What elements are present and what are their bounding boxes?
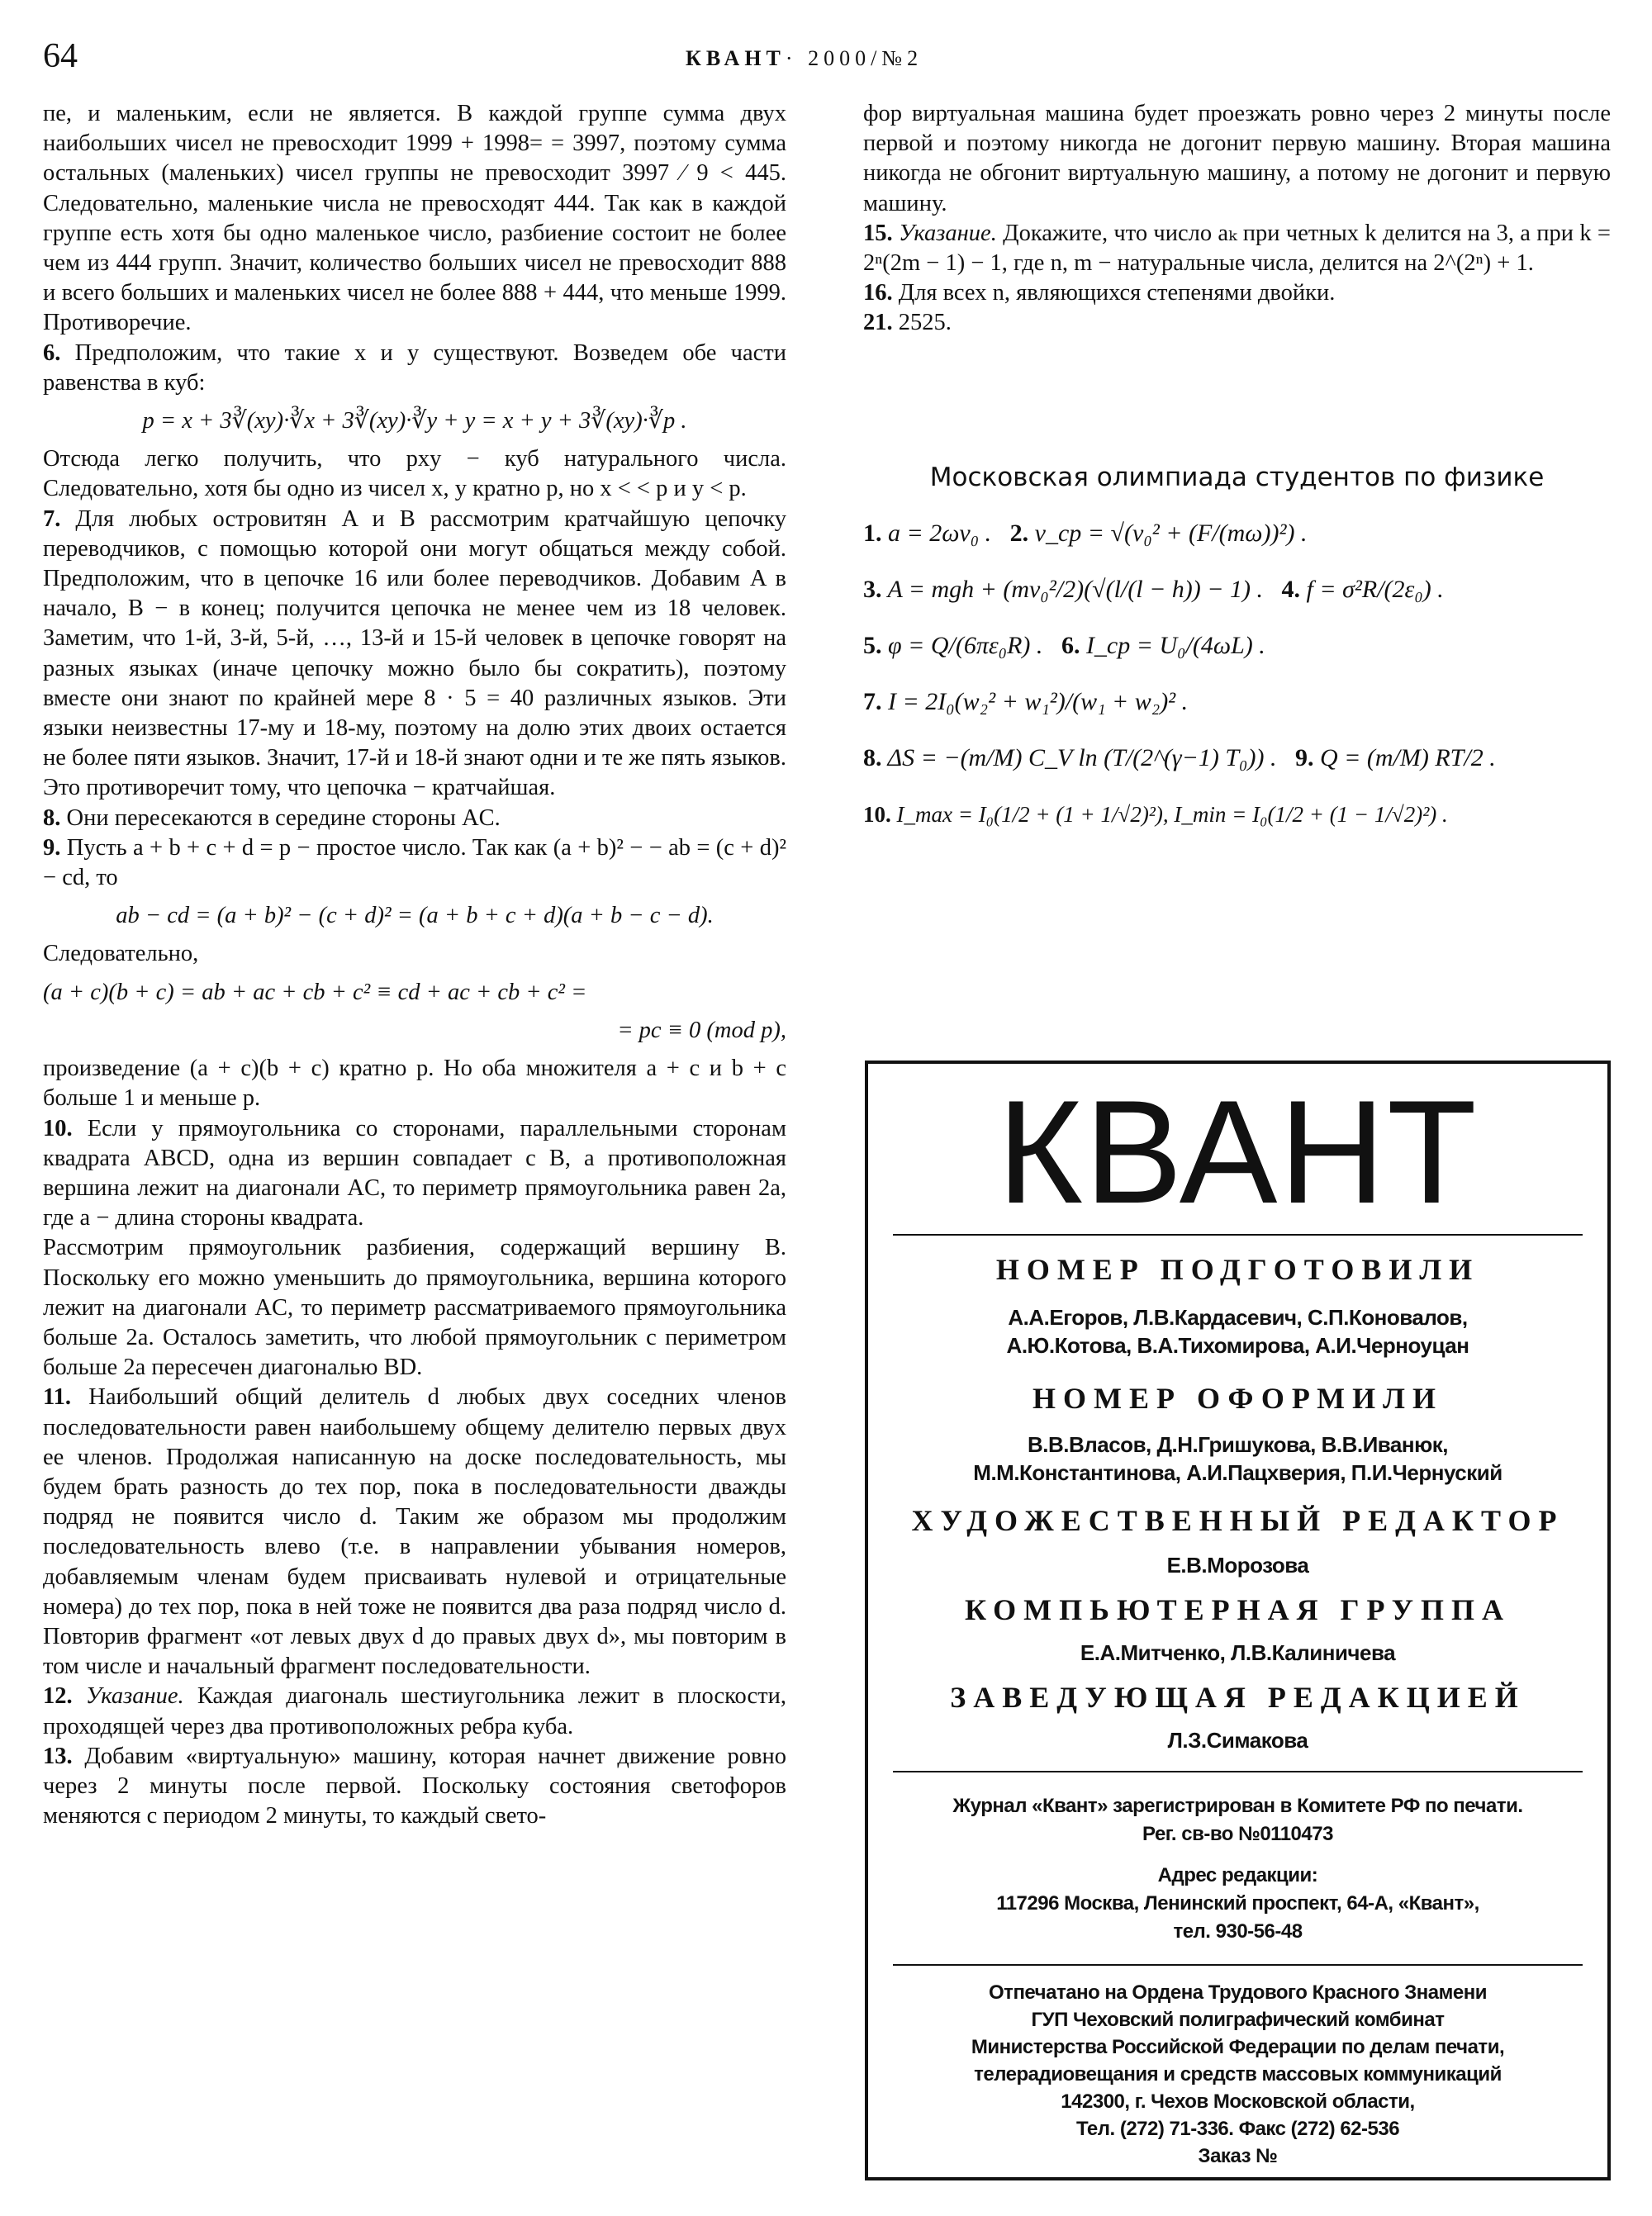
answer-text: Они пересекаются в середине стороны AC. (66, 804, 501, 831)
answer-8 (43, 804, 786, 833)
answer-10-continued: Рассмотрим прямоугольник разбиения, содержащий вершину B. Поскольку его можно уменьшить до прямоугольника, вершина которого лежит на диагонали AC, то периметр рассматриваемого прямоугольника больше 2a. Осталось заметить, что любой прямоугольник с периметром больше 2a пересечен диагональю BD. (43, 1235, 786, 1381)
info-line: тел. 930-56-48 (1173, 1920, 1303, 1943)
answer-21 (863, 308, 1611, 338)
right-column (863, 99, 1611, 339)
running-head (686, 46, 923, 71)
answer-13-continued: фор виртуальная машина будет проезжать ровно через 2 минуты после первой и поэтому никогда не догонит первую машину. Вторая машина никогда не обгонит виртуальную машину, а потому не догонит и первую машину. (863, 101, 1611, 216)
formula-6: p = x + 3∛(xy)·∛x + 3∛(xy)·∛y + y = x + y + 3∛(xy)·∛p . (142, 408, 687, 434)
answer-text: Пусть a + b + c + d = p − простое число. Так как (a + b)² − − ab = (c + d)² − cd, то (43, 834, 787, 891)
olympiad-answer-formula: I = 2I₀(w₂² + w₁²)/(w₁ + w₂)² . (888, 688, 1189, 715)
answer-number: 11. (43, 1384, 72, 1411)
olympiad-answer-formula: f = σ²R/(2ε₀) . (1306, 576, 1444, 603)
answer-number: 16. (863, 280, 893, 306)
info-line: Министерства Российской Федерации по делам печати, (971, 2036, 1505, 2058)
olympiad-answer-number: 3. (863, 576, 882, 603)
answer-text: Добавим «виртуальную» машину, которая начнет движение ровно через 2 минуты после первой. Поскольку состояния светофоров меняются с периодом 2 минуты, то каждый свето- (43, 1743, 786, 1829)
olympiad-answer-number: 1. (863, 520, 882, 547)
info-line: Отпечатано на Ордена Трудового Красного Знамени (989, 1981, 1487, 2004)
left-column (43, 99, 786, 1831)
answer-16 (863, 278, 1611, 308)
section-heading: НОМЕР ОФОРМИЛИ (1032, 1382, 1443, 1415)
answer-5-continued: пе, и маленьким, если не является. В каждой группе сумма двух наибольших чисел не превосходит 1999 + 1998= = 3997, поэтому сумма остальных (маленьких) чисел группы не превосходит 3997 ⁄ 9 < 445. Следовательно, маленькие числа не превосходят 444. Так как в каждой группе есть хотя бы одно маленькое число, разбиение состоит не более чем из 444 групп. Значит, количество больших чисел не превосходит 888 и всего больших и маленьких чисел не более 888 + 444, что меньше 1999. Противоречие. (43, 101, 786, 336)
olympiad-answer-number: 7. (863, 688, 882, 715)
olympiad-row-3 (863, 629, 1611, 662)
journal-name: КВАНТ (686, 46, 786, 70)
answer-number: 13. (43, 1743, 73, 1769)
answer-13 (43, 1742, 786, 1832)
info-line: 117296 Москва, Ленинский проспект, 64-А, «Квант», (996, 1892, 1479, 1915)
info-line: телерадиовещания и средств массовых коммуникаций (974, 2063, 1502, 2086)
section-heading: КОМПЬЮТЕРНАЯ ГРУППА (964, 1593, 1512, 1626)
answer-number: 9. (43, 834, 61, 861)
olympiad-answer-formula: v_ср = √(v₀² + (F/(mω))²) . (1034, 520, 1308, 547)
formula-9c: = pc ≡ 0 (mod p), (617, 1017, 786, 1043)
answer-text: Каждая диагональ шестиугольника лежит в плоскости, проходящей через два противоположных ребра куба. (43, 1683, 787, 1739)
info-line: Тел. (272) 71-336. Факс (272) 62-536 (1075, 2118, 1400, 2140)
section-heading: ХУДОЖЕСТВЕННЫЙ РЕДАКТОР (911, 1504, 1564, 1537)
name-line: В.В.Власов, Д.Н.Гришукова, В.В.Иванюк, (1027, 1432, 1449, 1457)
answer-number: 8. (43, 804, 61, 831)
olympiad-row-5 (863, 742, 1611, 775)
info-line: 142300, г. Чехов Московской области, (1061, 2090, 1415, 2113)
answer-text: Предположим, что такие x и y существуют. Возведем обе части равенства в куб: (43, 339, 786, 396)
address-label: Адрес редакции: (1157, 1864, 1318, 1886)
answer-7 (43, 505, 786, 804)
hint-label: Указание. (898, 220, 997, 246)
olympiad-answer-formula: A = mgh + (mv₀²/2)(√(l/(l − h)) − 1) . (887, 576, 1264, 603)
olympiad-answer-number: 2. (1009, 520, 1029, 547)
answer-text: Докажите, что число aₖ при четных k делится на 3, а при k = 2ⁿ(2m − 1) − 1, где n, m − натуральные числа, делится на 2^(2ⁿ) + 1. (863, 220, 1612, 277)
answer-text: Для всех n, являющихся степенями двойки. (898, 280, 1336, 306)
answer-9-continued: произведение (a + c)(b + c) кратно p. Но оба множителя a + c и b + c больше 1 и меньше p. (43, 1056, 786, 1112)
answer-15 (863, 219, 1611, 278)
olympiad-answer-number: 6. (1061, 632, 1080, 659)
answer-number: 15. (863, 220, 893, 246)
info-line: Рег. св-во №0110473 (1142, 1823, 1333, 1845)
olympiad-answer-formula: I_ср = U₀/(4ωL) . (1085, 632, 1265, 659)
answer-text: Если у прямоугольника со сторонами, параллельными сторонам квадрата ABCD, одна из вершин совпадает с B, а противоположная вершина лежит на диагонали AC, то периметр прямоугольника равен 2a, где a − длина стороны квадрата. (43, 1115, 786, 1231)
info-line: ГУП Чеховский полиграфический комбинат (1031, 2009, 1445, 2031)
answer-6-continued: Отсюда легко получить, что pxy − куб натурального числа. Следовательно, хотя бы одно из чисел x, y кратно p, но x < < p и y < p. (43, 446, 786, 502)
answer-number: 10. (43, 1115, 73, 1141)
divider (893, 1234, 1583, 1236)
olympiad-answer-number: 4. (1281, 576, 1301, 603)
section-names (868, 1726, 1607, 1754)
info-line: Заказ № (1198, 2145, 1278, 2167)
answer-number: 6. (43, 339, 61, 366)
answer-number: 7. (43, 505, 61, 532)
answer-text: 2525. (898, 310, 952, 336)
section-names (868, 1551, 1607, 1579)
address-info (868, 1862, 1607, 1946)
name-line: А.Ю.Котова, В.А.Тихомирова, А.И.Черноуцан (1006, 1333, 1469, 1358)
olympiad-row-1 (863, 517, 1611, 550)
olympiad-row-4 (863, 686, 1611, 719)
section-heading: НОМЕР ПОДГОТОВИЛИ (995, 1253, 1480, 1286)
answer-number: 12. (43, 1683, 73, 1710)
answer-10 (43, 1114, 786, 1234)
olympiad-answer-formula: ΔS = −(m/M) C_V ln (T/(2^(γ−1) T₀)) . (887, 744, 1277, 771)
formula-9a: ab − cd = (a + b)² − (c + d)² = (a + b + c + d)(a + b − c − d). (116, 903, 714, 929)
olympiad-answers (863, 463, 1611, 854)
section-names (868, 1639, 1607, 1667)
section-names (868, 1431, 1607, 1487)
answer-6 (43, 339, 786, 398)
olympiad-answer-number: 9. (1294, 744, 1314, 771)
olympiad-answer-formula: φ = Q/(6πε₀R) . (888, 632, 1043, 659)
answer-9-therefore: Следовательно, (43, 941, 199, 967)
olympiad-row-2 (863, 573, 1611, 606)
printing-info (868, 1979, 1607, 2170)
answer-number: 21. (863, 310, 893, 336)
olympiad-answer-formula: a = 2ωv₀ . (888, 520, 992, 547)
olympiad-answer-number: 10. (863, 802, 891, 827)
registration-info (868, 1792, 1607, 1848)
divider (893, 1964, 1583, 1966)
olympiad-answer-number: 5. (863, 632, 882, 659)
olympiad-answer-formula: I_max = I₀(1/2 + (1 + 1/√2)²), I_min = I₀(1/2 + (1 − 1/√2)²) . (896, 802, 1448, 827)
page-number: 64 (43, 37, 78, 75)
formula-9b: (a + c)(b + c) = ab + ac + cb + c² ≡ cd + ac + cb + c² = (43, 979, 587, 1005)
name-line: Е.В.Морозова (1166, 1553, 1309, 1578)
answer-12 (43, 1682, 786, 1741)
info-line: Журнал «Квант» зарегистрирован в Комитете РФ по печати. (952, 1795, 1523, 1817)
olympiad-title: Московская олимпиада студентов по физике (929, 463, 1545, 492)
name-line: Е.А.Митченко, Л.В.Калиничева (1080, 1640, 1396, 1665)
masthead-box (865, 1061, 1611, 2180)
section-names (868, 1303, 1607, 1359)
name-line: А.А.Егоров, Л.В.Кардасевич, С.П.Коновалов, (1008, 1305, 1468, 1330)
answer-text: Для любых островитян A и B рассмотрим кратчайшую цепочку переводчиков, с помощью которой они могут общаться между собой. Предположим, что в цепочке 16 или более переводчиков. Добавим A в начало, B − в конец; получится цепочка не менее чем из 18 человек. Заметим, что 1-й, 3-й, 5-й, …, 13-й и 15-й человек в цепочке говорят на разных языках (иначе цепочку можно было бы сократить), поэтому вместе они знают по крайней мере 8 · 5 = 40 различных языков. Эти языки неизвестны 17-му и 18-му, поэтому на долю этих двоих остается не более пяти языков. Значит, 17-й и 18-й знают одни и те же пять языков. Это противоречит тому, что цепочка − кратчайшая. (43, 505, 787, 801)
olympiad-answer-formula: Q = (m/M) RT/2 . (1319, 744, 1496, 771)
section-heading: ЗАВЕДУЮЩАЯ РЕДАКЦИЕЙ (950, 1681, 1526, 1714)
issue-number: · 2000/№2 (785, 46, 923, 70)
hint-label: Указание. (85, 1683, 184, 1710)
kvant-logo: КВАНТ (997, 1070, 1479, 1234)
answer-11 (43, 1383, 786, 1682)
answer-text: Наибольший общий делитель d любых двух соседних членов последовательности равен наибольшему общему делителю первых двух ее членов. Продолжая написанную на доске последовательность, мы будем брать разность до тех пор, пока в последовательности дважды подряд не появится число d. Таким же образом мы продолжим последовательность влево (т.е. в направлении убывания номеров, добавляемым членам будем присваивать нулевой и отрицательные номера) до тех пор, пока в ней тоже не появится два раза подряд число d. Повторив фрагмент «от левых двух d до правых двух d», мы повторим в том числе и начальный фрагмент последовательности. (43, 1384, 787, 1680)
olympiad-row-6 (863, 798, 1611, 831)
name-line: М.М.Константинова, А.И.Пацхверия, П.И.Чернуский (973, 1460, 1502, 1485)
olympiad-answer-number: 8. (863, 744, 882, 771)
name-line: Л.З.Симакова (1167, 1728, 1308, 1753)
answer-9 (43, 833, 786, 893)
divider (893, 1771, 1583, 1772)
